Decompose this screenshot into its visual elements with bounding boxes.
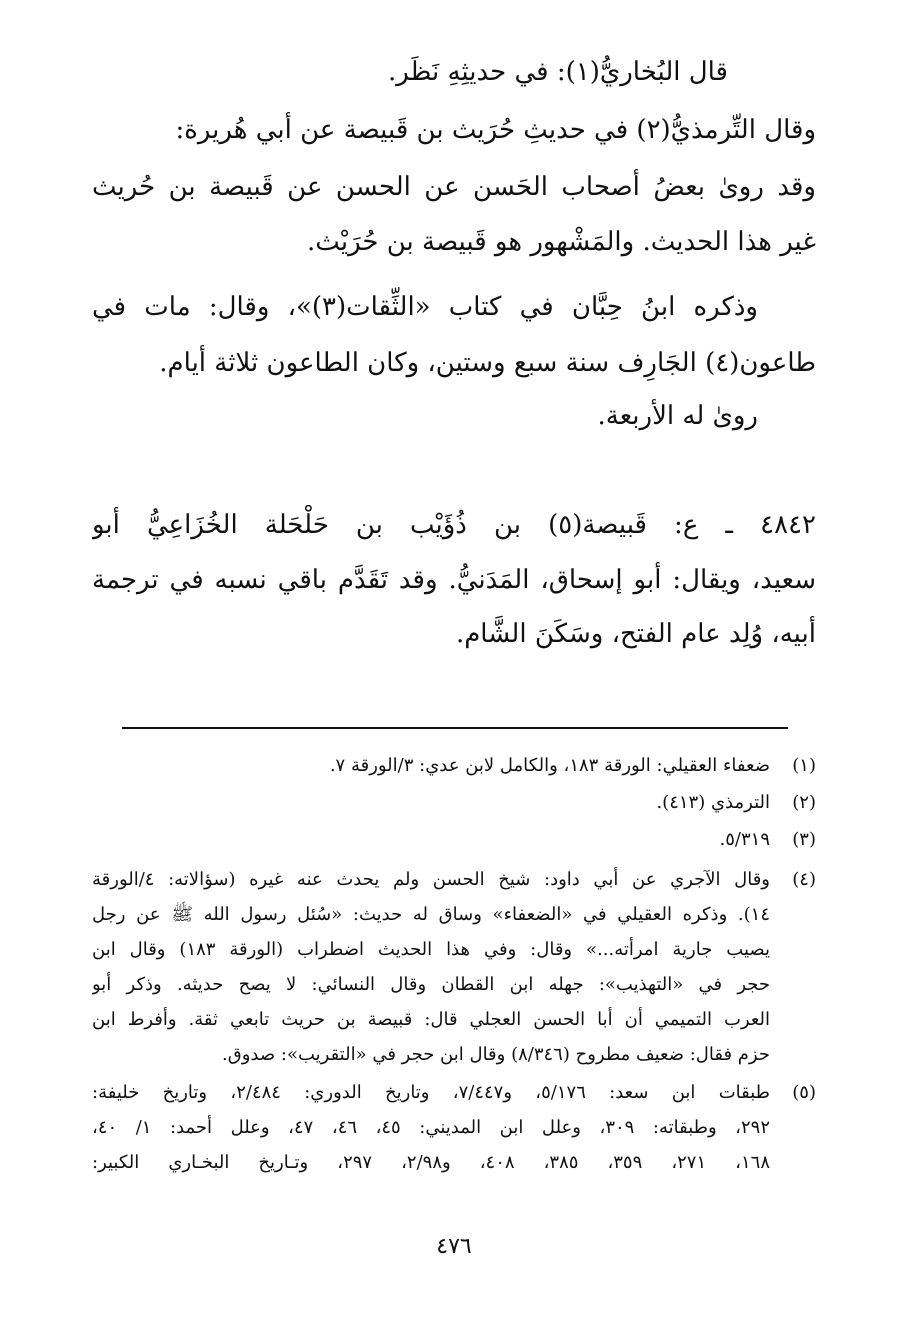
footnote-line: حزم فقال: ضعيف مطروح (٨/٣٤٦) وقال ابن حجر في «التقريب»: صدوق. [222, 1044, 770, 1065]
footnote-number: (٢) [792, 792, 816, 813]
text-line: سعيد، ويقال: أبو إسحاق، المَدَنيُّ. وقد تَقَدَّم باقي نسبه في ترجمة [92, 565, 816, 595]
text-line: غير هذا الحديث. والمَشْهور هو قَبيصة بن حُرَيْث. [307, 227, 816, 257]
footnote-line: ٢٩٢، وطبقاته: ٣٠٩، وعلل ابن المديني: ٤٥، ٤٦، ٤٧، وعلل أحمد: ١/ ٤٠، [92, 1117, 770, 1138]
text-line: روىٰ له الأربعة. [597, 401, 758, 431]
footnote-number: (٥) [792, 1082, 816, 1103]
text-line: وقال التِّرمذيُّ(٢) في حديثِ حُرَيث بن قَبيصة عن أبي هُريرة: [175, 115, 816, 145]
footnote-line: وقال الآجري عن أبي داود: شيخ الحسن ولم يحدث عنه غيره (سؤالاته: ٤/الورقة [92, 869, 770, 890]
text-line: طاعون(٤) الجَارِف سنة سبع وستين، وكان الطاعون ثلاثة أيام. [159, 348, 816, 378]
text-line: أبيه، وُلِد عام الفتح، وسَكَنَ الشَّام. [455, 619, 816, 649]
footnote-line: ١٤). وذكره العقيلي في «الضعفاء» وساق له حديث: «سُئل رسول الله ﷺ عن رجل [92, 904, 770, 925]
footnote-line: ٥/٣١٩. [719, 829, 770, 850]
text-line: وقد روىٰ بعضُ أصحاب الحَسن عن الحسن عن قَبيصة بن حُريث [92, 172, 816, 202]
footnote-number: (٤) [792, 869, 816, 890]
footnote-line: يصيب جارية امرأته...» وقال: وفي هذا الحديث اضطراب (الورقة ١٨٣) وقال ابن [92, 939, 770, 960]
text-line: قال البُخاريُّ(١): في حديثِهِ نَظَر. [388, 57, 728, 87]
footnote-line: حجر في «التهذيب»: جهله ابن القطان وقال النسائي: لا يصح حديثه. وذكر أبو [92, 974, 770, 995]
page-number: ٤٧٦ [436, 1234, 472, 1259]
entry-heading-line: ٤٨٤٢ ـ ع: قَبيصة(٥) بن ذُؤَيْب بن حَلْحَلة الخُزَاعِيُّ أبو [92, 510, 816, 540]
footnote-line: ١٦٨، ٢٧١، ٣٥٩، ٣٨٥، ٤٠٨، و٢/٩٨، ٢٩٧، وتـاريخ البخـاري الكبير: [92, 1152, 770, 1173]
footnote-line: العرب التميمي أن أبا الحسن العجلي قال: قبيصة بن حريث تابعي ثقة. وأفرط ابن [92, 1009, 770, 1030]
footnote-number: (١) [792, 755, 816, 776]
footnote-line: طبقات ابن سعد: ٥/١٧٦، و٧/٤٤٧، وتاريخ الدوري: ٢/٤٨٤، وتاريخ خليفة: [92, 1082, 770, 1103]
footnote-number: (٣) [792, 829, 816, 850]
footnote-divider [122, 727, 788, 729]
footnote-line: الترمذي (٤١٣). [656, 792, 770, 813]
text-line: وذكره ابنُ حِبَّان في كتاب «الثِّقات(٣)»، وقال: مات في [92, 292, 758, 322]
footnote-line: ضعفاء العقيلي: الورقة ١٨٣، والكامل لابن عدي: ٣/الورقة ٧. [329, 755, 770, 776]
